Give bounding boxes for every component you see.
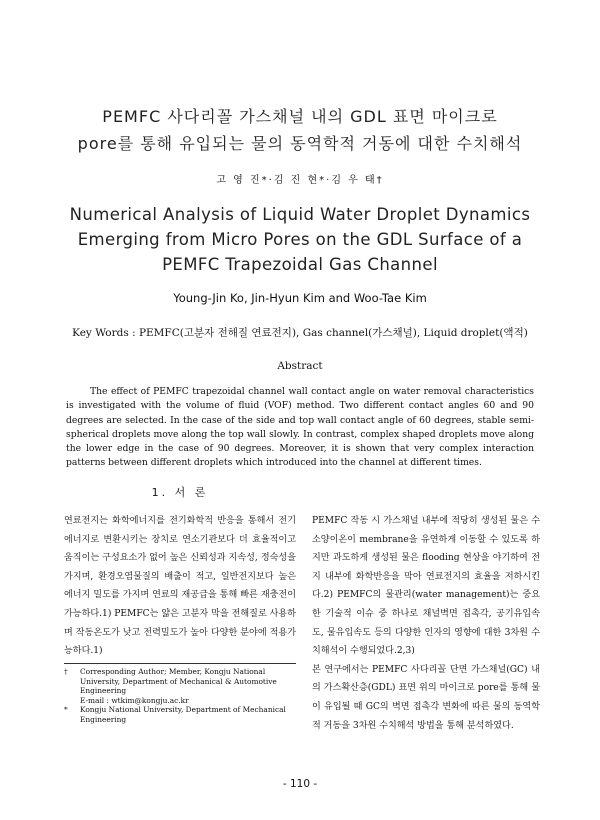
korean-title-line-1: PEMFC 사다리꼴 가스채널 내의 GDL 표면 마이크로 — [102, 107, 498, 126]
korean-authors: 고 영 진*·김 진 현*·김 우 태† — [216, 175, 384, 186]
keywords: Key Words : PEMFC(고분자 전해질 연료전지), Gas channel(가스채널), Liquid droplet(액적) — [72, 327, 528, 339]
footnote-affiliation — [64, 705, 296, 724]
right-column-paragraph-2: 본 연구에서는 PEMFC 사다리꼴 단면 가스채널(GC) 내의 가스확산층(GDL) 표면 위의 마이크로 pore를 통해 물이 유입될 때 GC의 벽면 접촉각 변화에 따른 물의 동역학적 거동을 3차원 수치해석 방법을 통해 분석하였다. — [312, 664, 540, 731]
abstract-body — [66, 385, 534, 471]
footnote-mark: * — [64, 705, 68, 715]
english-title-line-2: Emerging from Micro Pores on the GDL Surface of a — [77, 230, 523, 249]
abstract-heading: Abstract — [277, 360, 323, 372]
footnote-divider — [64, 663, 296, 664]
right-column-text — [312, 512, 540, 735]
footnote-corresponding-author — [64, 667, 296, 696]
left-column-text — [64, 512, 296, 661]
right-column-paragraph-1: PEMFC 작동 시 가스채널 내부에 적당히 생성된 물은 수소양이온이 membrane을 유연하게 이동할 수 있도록 하지만 과도하게 생성된 물은 flooding 현상을 야기하여 전지 내부에 화학반응을 막아 연료전지의 효율을 저하시킨다.2) PEMFC의 물관리(water management)는 중요한 기술적 이슈 중 하나로 채널벽면 접촉각, 공기유입속도, 물유입속도 등의 다양한 인자의 영향에 대한 3차원 수치해석이 수행되었다.2,3) — [312, 516, 540, 657]
left-column-paragraph: 연료전지는 화학에너지를 전기화학적 반응을 통해서 전기 에너지로 변환시키는 장치로 연소기관보다 더 효율적이고 움직이는 구성요소가 없어 높은 신뢰성과 지속성, 정숙성을 가지며, 환경오염물질의 배출이 적고, 일반전지보다 높은 에너지 밀도를 가지며 연료의 재공급을 통해 빠른 재충전이 가능하다.1) PEMFC는 얇은 고분자 막을 전해질로 사용하며 작동온도가 낮고 전력밀도가 높아 다양한 분야에 적용가능하다.1) — [64, 516, 296, 657]
english-title-line-1: Numerical Analysis of Liquid Water Droplet Dynamics — [69, 205, 531, 224]
footnote-text: E-mail : wtkim@kongju.ac.kr — [80, 695, 189, 705]
footnote-email — [64, 696, 296, 706]
korean-title-line-2: pore를 통해 유입되는 물의 동역학적 거동에 대한 수치해석 — [77, 134, 523, 153]
page-number: - 110 - — [282, 778, 318, 790]
footnotes — [64, 667, 296, 725]
section-heading-introduction: 1. 서 론 — [151, 486, 209, 499]
footnote-text: Kongju National University, Department of Mechanical Engineering — [80, 705, 286, 724]
footnote-mark: † — [64, 667, 68, 676]
english-authors: Young-Jin Ko, Jin-Hyun Kim and Woo-Tae Kim — [173, 291, 427, 305]
footnote-mark — [64, 696, 80, 706]
footnote-text: Corresponding Author; Member, Kongju National University, Department of Mechanical & Automotive Engineering — [80, 667, 277, 696]
english-title-line-3: PEMFC Trapezoidal Gas Channel — [162, 255, 438, 274]
abstract-text: The effect of PEMFC trapezoidal channel wall contact angle on water removal characteristics is investigated with the volume of fluid (VOF) method. Two different contact angles 60 and 90 degrees are selected. In the case of the side and top wall contact angle of 60 degrees, stable semi-spherical droplets move along the top wall slowly. In contrast, complex shaped droplets move along the lower edge in the case of 90 degrees. Moreover, it is shown that very complex interaction patterns between different droplets which introduced into the channel at different times. — [66, 386, 534, 469]
